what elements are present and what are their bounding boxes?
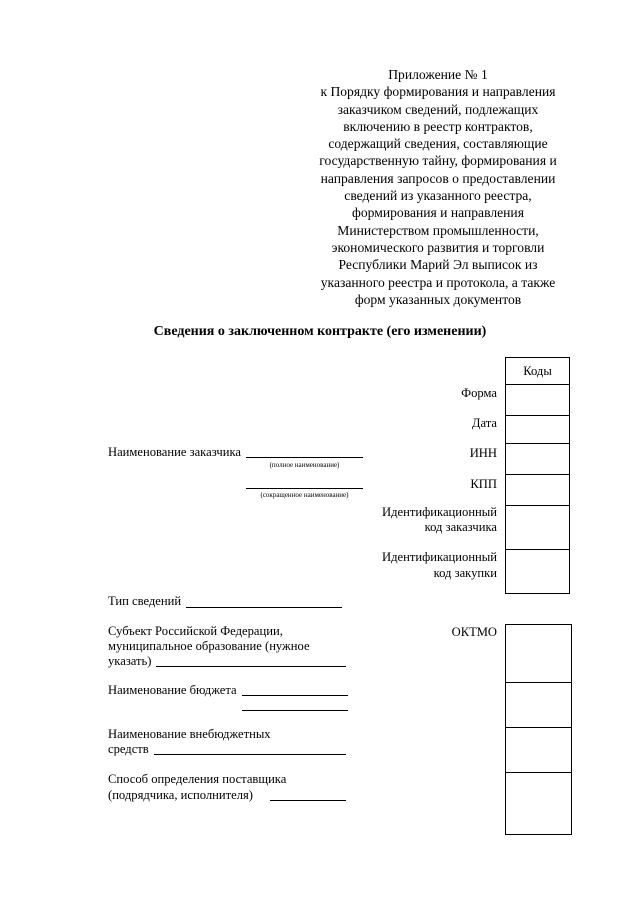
header-line: включению в реестр контрактов, [343,118,533,134]
header-line: Республики Марий Эл выписок из [338,257,538,273]
code-cell-kpp[interactable] [506,474,569,506]
label-subject-line-3: указать) [108,654,152,668]
budget-field-line-2[interactable] [242,710,348,711]
label-oktmo: ОКТМО [451,625,497,639]
subject-field[interactable] [156,666,346,667]
oktmo-cell-extrabudget[interactable] [506,727,571,773]
header-line: Министерством промышленности, [337,222,539,238]
oktmo-cell-subject[interactable] [506,625,571,682]
header-line: Приложение № 1 [388,67,488,82]
label-subject-line-2: муниципальное образование (нужное [108,639,310,653]
label-data: Дата [471,416,497,430]
label-purchase-id-2: код закупки [433,566,497,580]
label-supplier-line-2: (подрядчика, исполнителя) [108,788,253,802]
hint-short-name: (сокращенное наименование) [260,491,349,499]
label-customer-name: Наименование заказчика [108,445,242,459]
header-line: государственную тайну, формирования и [319,153,557,169]
oktmo-cell-supplier[interactable] [506,772,571,837]
header-line: к Порядку формирования и направления [320,84,556,100]
header-line: содержащий сведения, составляющие [328,136,548,152]
header-line: направления запросов о предоставлении [320,170,556,186]
codes-table [505,357,570,594]
label-customer-id-1: Идентификационный [382,505,497,519]
label-info-type: Тип сведений [108,594,182,608]
code-cell-data[interactable] [506,415,569,444]
label-supplier-line-1: Способ определения поставщика [108,772,287,786]
header-line: заказчиком сведений, подлежащих [337,101,539,117]
code-cell-purchase-id[interactable] [506,549,569,596]
supplier-method-field[interactable] [270,800,346,801]
customer-full-name-field[interactable] [246,457,363,458]
code-cell-inn[interactable] [506,443,569,475]
appendix-header [300,66,576,308]
header-line: формирования и направления [352,205,524,221]
label-customer-id-2: код заказчика [424,520,497,534]
form-title: Сведения о заключенном контракте (его изменении) [153,324,487,339]
label-inn: ИНН [469,446,497,460]
code-cell-forma[interactable] [506,384,569,416]
label-extrabudget-line-2: средств [108,742,149,756]
codes-header: Коды [523,364,552,378]
label-extrabudget-line-1: Наименование внебюджетных [108,727,271,741]
header-line: форм указанных документов [354,291,522,307]
oktmo-cell-budget[interactable] [506,682,571,728]
info-type-field[interactable] [186,607,342,608]
label-kpp: КПП [470,477,497,491]
label-forma: Форма [461,386,497,400]
label-subject-line-1: Субъект Российской Федерации, [108,624,283,638]
label-budget: Наименование бюджета [108,683,237,697]
header-line: экономического развития и торговли [331,239,545,255]
extrabudget-field[interactable] [154,754,346,755]
customer-short-name-field[interactable] [246,488,363,489]
label-purchase-id-1: Идентификационный [382,550,497,564]
code-cell-customer-id[interactable] [506,505,569,550]
oktmo-table [505,624,572,835]
budget-field[interactable] [242,695,348,696]
header-line: сведений из указанного реестра, [344,188,532,204]
header-line: указанного реестра и протокола, а также [320,274,556,290]
hint-full-name: (полное наименование) [269,461,340,469]
